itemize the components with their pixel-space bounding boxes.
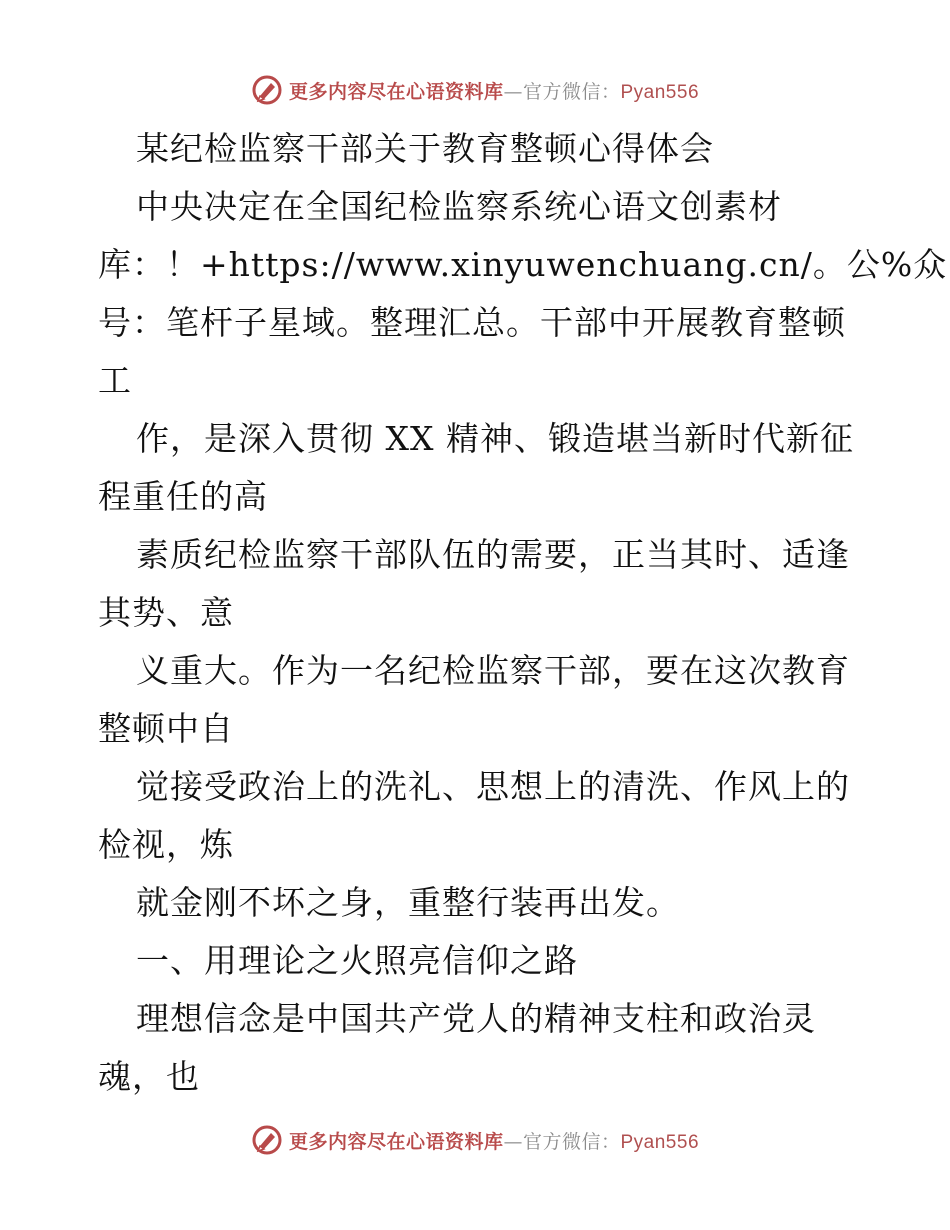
header-banner-main: 更多内容尽在心语资料库 — [288, 80, 504, 103]
document-title: 某纪检监察干部关于教育整顿心得体会 — [136, 129, 714, 168]
text-line: 素质纪检监察干部队伍的需要，正当其时、适逢 — [136, 535, 850, 574]
footer-banner-wechat-label: 官方微信： — [522, 1130, 621, 1153]
text-line: 义重大。作为一名纪检监察干部，要在这次教育 — [136, 651, 850, 690]
text-line: 号：笔杆子星域。整理汇总。干部中开展教育整顿 — [98, 303, 846, 342]
header-banner — [0, 70, 950, 110]
footer-banner-separator: — — [503, 1130, 523, 1153]
header-banner-wechat-id: Pyan556 — [620, 81, 700, 103]
header-banner-separator: — — [503, 80, 523, 103]
footer-banner-main: 更多内容尽在心语资料库 — [288, 1130, 504, 1153]
text-line: 觉接受政治上的洗礼、思想上的清洗、作风上的 — [136, 767, 850, 806]
document-body — [98, 120, 948, 1106]
pen-logo-icon — [251, 74, 283, 106]
text-line: 理想信念是中国共产党人的精神支柱和政治灵 — [136, 999, 816, 1038]
text-line: 库：！+https://www.xinyuwenchuang.cn/。公%众 — [98, 245, 948, 284]
text-line: 检视，炼 — [98, 825, 234, 864]
text-line: 中央决定在全国纪检监察系统心语文创素材 — [136, 187, 782, 226]
text-line: 工 — [98, 361, 132, 400]
footer-banner — [0, 1120, 950, 1160]
text-line: 整顿中自 — [98, 709, 234, 748]
header-banner-text — [289, 77, 699, 104]
pen-logo-icon — [251, 1124, 283, 1156]
text-line: 程重任的高 — [98, 477, 268, 516]
text-line: 其势、意 — [98, 593, 234, 632]
text-line: 一、用理论之火照亮信仰之路 — [136, 941, 578, 980]
text-line: 作，是深入贯彻 XX 精神、锻造堪当新时代新征 — [136, 419, 854, 458]
footer-banner-text — [289, 1127, 699, 1154]
header-banner-wechat-label: 官方微信： — [522, 80, 621, 103]
text-line: 魂，也 — [98, 1057, 200, 1096]
text-line: 就金刚不坏之身，重整行装再出发。 — [136, 883, 680, 922]
footer-banner-wechat-id: Pyan556 — [620, 1131, 700, 1153]
